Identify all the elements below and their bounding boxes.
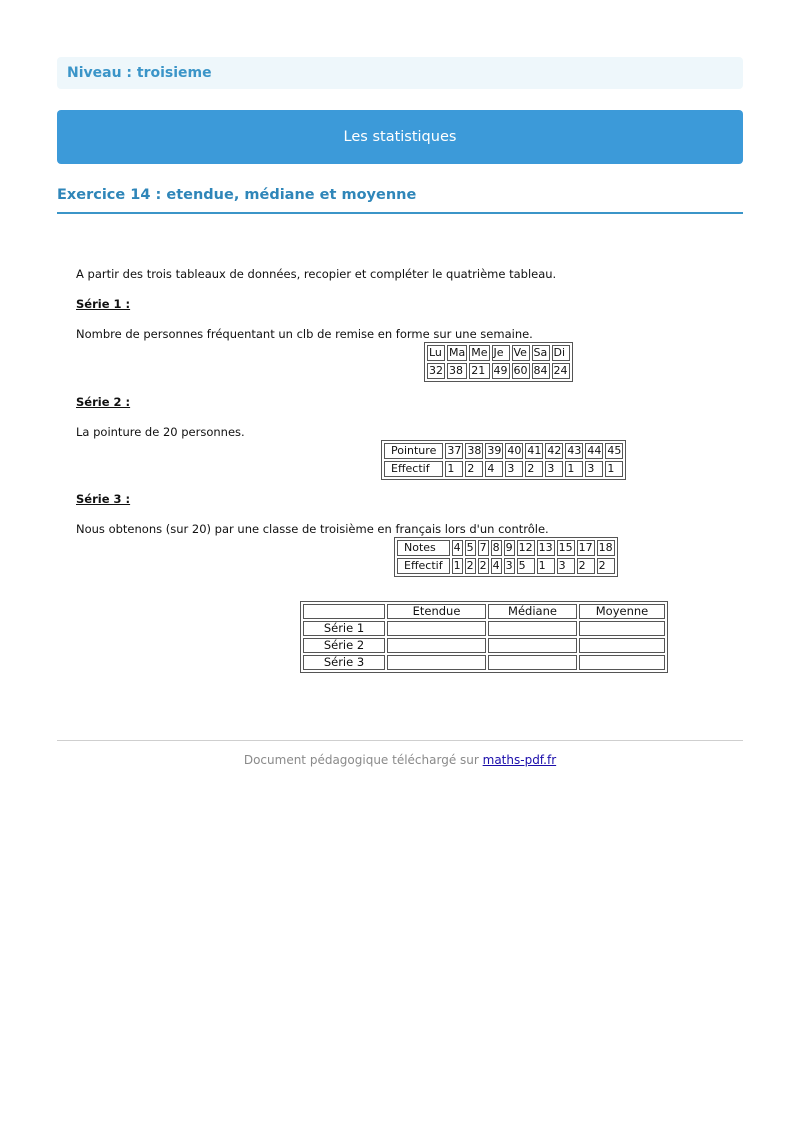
results-empty-cell [488,621,577,636]
table-cell: 21 [469,363,489,379]
serie1-table [424,342,573,382]
serie2-effectif-row [384,461,623,477]
table-cell: 2 [525,461,543,477]
results-row [303,621,665,636]
row-label: Notes [397,540,450,556]
results-row-label: Série 3 [303,655,385,670]
results-header-cell: Moyenne [579,604,665,619]
table-cell: 8 [492,541,500,554]
table-cell: Je [492,345,510,361]
serie1-values-row [427,363,570,379]
table-cell: 2 [577,558,595,574]
serie1-heading: Série 1 : [76,297,131,311]
table-cell: 1 [453,559,461,572]
intro-text: A partir des trois tableaux de données, recopier et compléter le quatrième tableau. [76,267,557,281]
table-cell: 4 [492,559,500,572]
table-cell: 1 [537,558,555,574]
row-label: Effectif [384,461,443,477]
table-cell: 39 [487,444,502,457]
table-cell: 3 [557,558,575,574]
results-row [303,638,665,653]
table-cell: 43 [567,444,582,457]
results-row-label: Série 1 [303,621,385,636]
exercise-content [57,215,743,725]
serie1-description: Nombre de personnes fréquentant un clb de remise en forme sur une semaine. [76,327,533,341]
table-cell: 4 [485,461,503,477]
table-cell: 2 [479,559,487,572]
table-cell: Di [552,345,570,361]
serie3-table [394,537,618,577]
row-label: Pointure [384,443,443,459]
table-cell: Ma [449,346,466,359]
results-header-cell: Médiane [488,604,577,619]
results-row [303,655,665,670]
table-cell: 5 [517,558,535,574]
table-cell: 7 [479,541,487,554]
table-cell: 44 [587,444,602,457]
table-cell: 2 [466,559,474,572]
table-cell: 1 [565,461,583,477]
results-empty-cell [387,638,486,653]
table-cell: 38 [447,363,467,379]
results-header-cell: Etendue [387,604,486,619]
table-cell: 13 [538,541,553,554]
table-cell: 5 [466,541,474,554]
table-cell: 3 [545,461,563,477]
table-cell: 32 [429,364,443,377]
table-cell: 49 [493,364,508,377]
table-cell: 9 [505,541,513,554]
serie3-heading: Série 3 : [76,492,131,506]
row-label: Effectif [397,558,450,574]
results-empty-cell [579,655,665,670]
table-cell: 18 [598,541,613,554]
table-cell: 3 [505,559,513,572]
table-cell: Lu [427,345,445,361]
table-cell: 38 [467,444,482,457]
table-cell: 84 [533,364,548,377]
table-cell: 3 [585,461,603,477]
serie2-description: La pointure de 20 personnes. [76,425,245,439]
serie2-table [381,440,626,480]
table-cell: Ve [512,345,530,361]
chapter-banner: Les statistiques [57,110,743,164]
footer-divider [57,740,743,741]
table-cell: 2 [597,558,615,574]
table-cell: 37 [447,444,462,457]
table-cell: 1 [605,461,623,477]
results-header-row [303,604,665,619]
exercise-title: Exercice 14 : etendue, médiane et moyenne [57,184,743,214]
footer-link[interactable]: maths-pdf.fr [482,753,557,767]
results-empty-cell [488,638,577,653]
footer-text: Document pédagogique téléchargé sur [243,753,483,767]
results-empty-cell [387,621,486,636]
serie2-heading: Série 2 : [76,395,131,409]
results-empty-cell [488,655,577,670]
footer [57,753,743,767]
serie2-pointure-row [384,443,623,459]
table-cell: 24 [553,364,568,377]
results-empty-cell [579,621,665,636]
serie3-description: Nous obtenons (sur 20) par une classe de troisième en français lors d'un contrôle. [76,522,549,536]
table-cell: 3 [505,461,523,477]
table-cell: 42 [547,444,562,457]
table-cell: 60 [513,364,528,377]
table-cell: 40 [507,444,522,457]
results-header-cell [303,604,385,619]
table-cell: 45 [607,444,622,457]
table-cell: Me [471,346,488,359]
serie1-days-row [427,345,570,361]
results-empty-cell [579,638,665,653]
table-cell: 4 [453,541,461,554]
table-cell: 41 [527,444,542,457]
table-cell: 2 [465,461,483,477]
table-cell: 15 [558,541,573,554]
results-row-label: Série 2 [303,638,385,653]
table-cell: 12 [518,541,533,554]
level-label: Niveau : troisieme [57,57,743,89]
table-cell: 17 [578,541,593,554]
serie3-effectif-row [397,558,615,574]
results-empty-cell [387,655,486,670]
table-cell: Sa [532,345,550,361]
results-table [300,601,668,673]
table-cell: 1 [445,461,463,477]
serie3-notes-row [397,540,615,556]
